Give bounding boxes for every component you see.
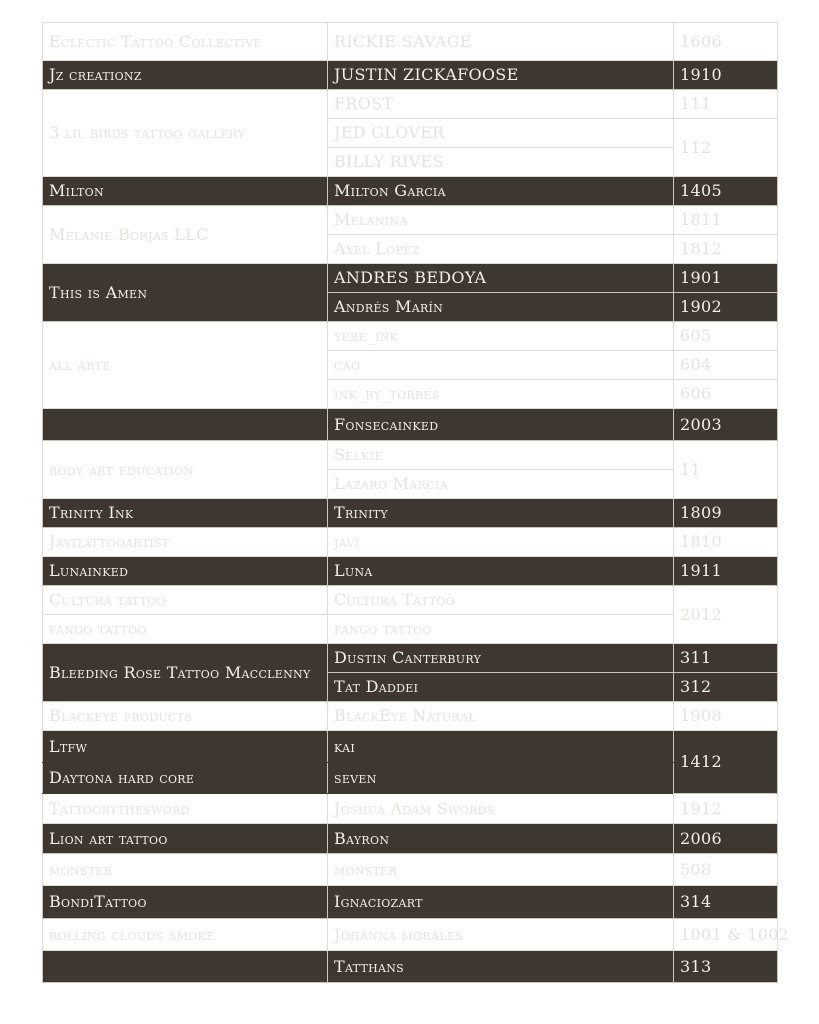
artist-cell: monster [328,854,674,886]
code-cell: 314 [674,886,778,919]
artist-cell: Milton Garcia [328,177,674,206]
artist-cell: Andrés Marín [328,293,674,322]
table-row [43,61,778,90]
table-row [43,702,778,731]
code-cell: 1405 [674,177,778,206]
artist-cell: Selkie [328,441,674,470]
studio-cell: Lion art tattoo [43,824,328,854]
artist-cell: ANDRES BEDOYA [328,264,674,293]
studio-cell: Cultura tattoo [43,586,328,615]
studio-cell: 3 lil birds tattoo gallery [43,90,328,177]
studio-cell: This is Amen [43,264,328,322]
table-row [43,528,778,557]
studio-artist-table [42,22,790,983]
artist-cell: Lazaro Marcia [328,470,674,499]
code-cell: 313 [674,951,778,983]
code-cell: 2012 [674,586,778,644]
studio-cell: Javitattooartist [43,528,328,557]
code-cell: 1902 [674,293,778,322]
artist-cell: Trinity [328,499,674,528]
studio-cell: Blackeye products [43,702,328,731]
artist-cell: ink_by_torres [328,380,674,409]
studio-cell: all arte [43,322,328,409]
artist-cell: Tat Daddei [328,673,674,702]
table-row [43,23,778,61]
studio-cell: body art education [43,441,328,499]
table-row [43,794,778,824]
table-row [43,919,778,951]
studio-cell: Tattoobythesword [43,794,328,824]
table-row [43,586,778,615]
table-row [43,731,778,763]
artist-cell: Axel Lopez [328,235,674,264]
table-row [43,824,778,854]
code-cell: 1001 & 1002 [674,919,778,951]
code-cell: 312 [674,673,778,702]
studio-cell: Ltfw [43,731,328,763]
studio-cell: Melanie Borjas LLC [43,206,328,264]
artist-cell: Ignaciozart [328,886,674,919]
artist-cell: fango tattoo [328,615,674,644]
code-cell: 2003 [674,409,778,441]
artist-cell: JUSTIN ZICKAFOOSE [328,61,674,90]
table-row [43,499,778,528]
studio-cell: Milton [43,177,328,206]
artist-cell: FROST [328,90,674,119]
table-row [43,763,778,794]
code-cell: 1911 [674,557,778,586]
artist-cell: BlackEye Natural [328,702,674,731]
artist-cell: seven [328,763,674,794]
studio-cell: monster [43,854,328,886]
table-row [43,854,778,886]
studio-cell: Daytona hard core [43,763,328,794]
artist-cell: RICKIE SAVAGE [328,23,674,61]
code-cell: 311 [674,644,778,673]
code-cell: 111 [674,90,778,119]
table-row [43,644,778,673]
table-row [43,409,778,441]
artist-cell: Luna [328,557,674,586]
code-cell: 1810 [674,528,778,557]
artist-cell: Dustin Canterbury [328,644,674,673]
artist-cell: BILLY RIVES [328,148,674,177]
code-cell: 508 [674,854,778,886]
artist-cell: Johanna morales [328,919,674,951]
code-cell: 1901 [674,264,778,293]
artist-cell: javi [328,528,674,557]
table-row [43,264,778,293]
artist-cell: Tatthans [328,951,674,983]
table-row [43,322,778,351]
artist-cell: Joshua Adam Swords [328,794,674,824]
studio-cell: Trinity Ink [43,499,328,528]
table-row [43,177,778,206]
code-cell: 1908 [674,702,778,731]
table-row [43,557,778,586]
studio-cell: rolling clouds smoke [43,919,328,951]
studio-cell: fango tattoo [43,615,328,644]
artist-cell: cao [328,351,674,380]
artist-cell: Fonsecainked [328,409,674,441]
code-cell: 1412 [674,731,778,794]
artist-cell: yere_ink [328,322,674,351]
artist-cell: Cultura Tattoo [328,586,674,615]
document-page [42,22,790,983]
studio-cell [43,409,328,441]
code-cell: 11 [674,441,778,499]
code-cell: 1912 [674,794,778,824]
studio-cell: Lunainked [43,557,328,586]
studio-cell: Jz creationz [43,61,328,90]
artist-cell: Melanina [328,206,674,235]
code-cell: 112 [674,119,778,177]
table-row [43,615,778,644]
artist-cell: kai [328,731,674,763]
code-cell: 1910 [674,61,778,90]
artist-cell: JED GLOVER [328,119,674,148]
table-row [43,90,778,119]
code-cell: 1811 [674,206,778,235]
table-row [43,206,778,235]
table-row [43,951,778,983]
code-cell: 1812 [674,235,778,264]
code-cell: 2006 [674,824,778,854]
studio-cell: Bleeding Rose Tattoo Macclenny [43,644,328,702]
table-row [43,886,778,919]
code-cell: 605 [674,322,778,351]
code-cell: 1809 [674,499,778,528]
studio-cell [43,951,328,983]
code-cell: 604 [674,351,778,380]
studio-cell: BondiTattoo [43,886,328,919]
code-cell: 1606 [674,23,778,61]
studio-cell: Eclectic Tattoo Collective [43,23,328,61]
artist-cell: Bayron [328,824,674,854]
table-row [43,441,778,470]
code-cell: 606 [674,380,778,409]
